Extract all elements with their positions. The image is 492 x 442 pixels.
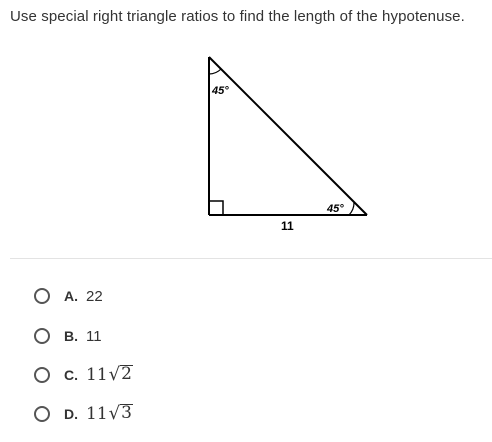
right-angle-marker <box>209 201 223 215</box>
base-length-label: 11 <box>281 219 294 233</box>
square-root: √ 3 <box>108 403 132 424</box>
radicand: 3 <box>121 403 132 424</box>
radicand: 2 <box>121 364 132 385</box>
choice-d[interactable] <box>34 402 133 426</box>
divider <box>10 258 492 259</box>
square-root: √ 2 <box>108 364 132 385</box>
radio-d[interactable] <box>34 406 50 422</box>
hypotenuse <box>209 57 367 215</box>
choice-b[interactable] <box>34 324 102 348</box>
coefficient: 11 <box>86 365 108 385</box>
choice-c[interactable] <box>34 363 133 387</box>
angle-label-right: 45° <box>327 203 344 215</box>
coefficient: 11 <box>86 404 108 424</box>
choice-answer: 11 <box>86 327 102 345</box>
choice-letter: C. <box>64 367 78 383</box>
choice-answer-math <box>86 404 133 424</box>
choice-answer: 22 <box>86 287 103 305</box>
choice-letter: B. <box>64 328 78 344</box>
choice-answer-math <box>86 365 133 385</box>
radio-c[interactable] <box>34 367 50 383</box>
right-angle-arc <box>349 202 354 215</box>
choice-a[interactable] <box>34 284 103 308</box>
radio-a[interactable] <box>34 288 50 304</box>
top-angle-arc <box>209 69 221 74</box>
choice-letter: D. <box>64 406 78 422</box>
radio-b[interactable] <box>34 328 50 344</box>
choice-letter: A. <box>64 288 78 304</box>
angle-label-top: 45° <box>212 85 229 97</box>
question-text: Use special right triangle ratios to find the length of the hypotenuse. <box>10 8 465 25</box>
